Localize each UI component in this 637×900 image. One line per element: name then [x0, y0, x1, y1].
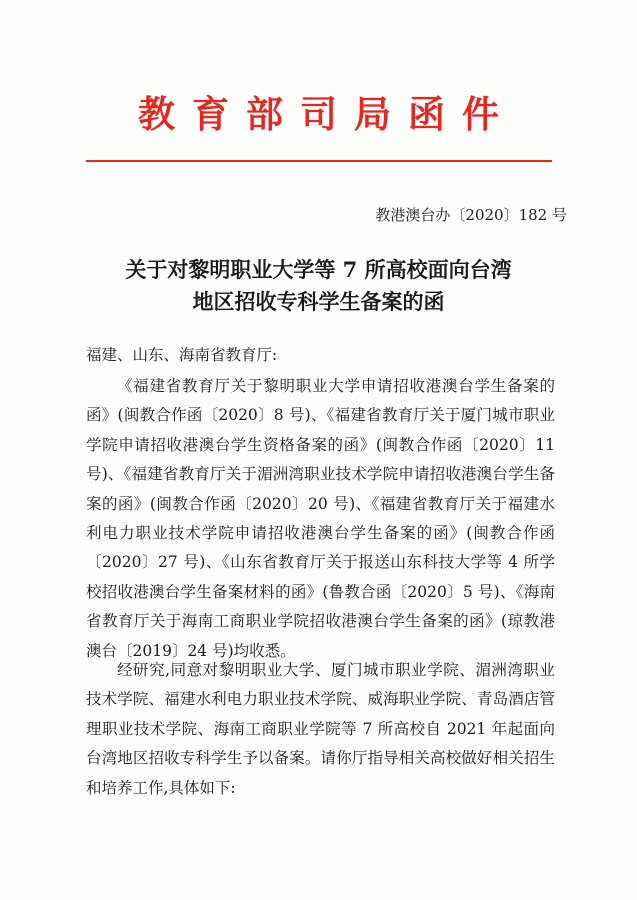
body-paragraph-2: 经研究,同意对黎明职业大学、厦门城市职业学院、湄洲湾职业技术学院、福建水利电力职业技术学院、威海职业学院、青岛酒店管理职业技术学院、海南工商职业学院等 7 所高校自 2021 年起面向台湾地区招收专科学生予以备案。请你厅指导相关高校做好相关招生和培养工作,具体如下: — [86, 661, 555, 797]
title-line-2: 地区招收专科学生备案的函 — [192, 289, 445, 314]
letterhead-red-rule — [86, 160, 552, 162]
body-paragraph-1: 《福建省教育厅关于黎明职业大学申请招收港澳台学生备案的函》(闽教合作函〔2020〕8 号)、《福建省教育厅关于厦门城市职业学院申请招收港澳台学生资格备案的函》(闽教合作函〔2020〕11 号)、《福建省教育厅关于湄洲湾职业技术学院申请招收港澳台学生备案的函》(闽教合作函〔2020〕20 号)、《福建省教育厅关于福建水利电力职业技术学院申请招收港澳台学生备案的函》(闽教合作函〔2020〕27 号)、《山东省教育厅关于报送山东科技大学等 4 所学校招收港澳台学生备案材料的函》(鲁教合函〔2020〕5 号)、《海南省教育厅关于海南工商职业学院招收港澳台学生备案的函》(琼教港澳台〔2019〕24 号)均收悉。 — [86, 377, 555, 660]
document-title — [0, 254, 637, 318]
title-line-1: 关于对黎明职业大学等 7 所高校面向台湾 — [125, 257, 512, 282]
salutation: 福建、山东、海南省教育厅: — [86, 346, 278, 364]
document-number: 教港澳台办〔2020〕182 号 — [375, 206, 567, 224]
letterhead-title: 教育部司局函件 — [138, 92, 516, 136]
